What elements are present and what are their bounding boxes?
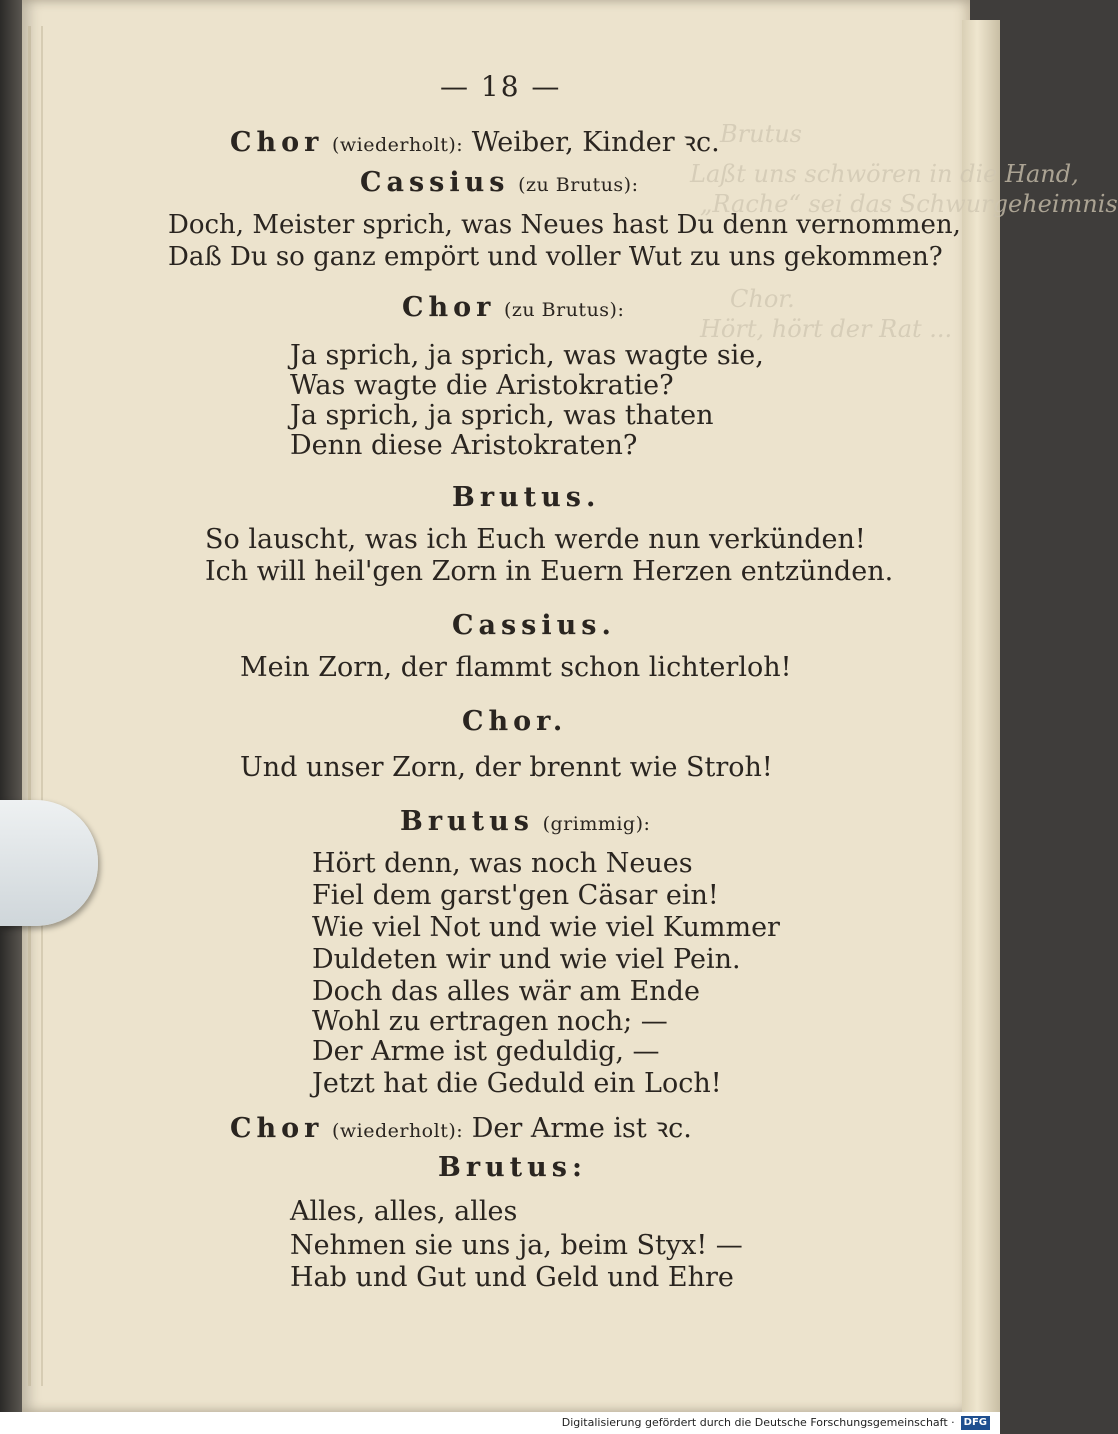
text-line: Jetzt hat die Geduld ein Loch! xyxy=(312,1068,722,1099)
speaker-name: Cassius. xyxy=(452,610,616,641)
text-line: Wie viel Not und wie viel Kummer xyxy=(312,912,780,943)
speaker-name: Chor xyxy=(402,292,496,323)
text-line: Ja sprich, ja sprich, was thaten xyxy=(290,400,714,431)
text-line xyxy=(230,122,720,159)
show-through-text: Brutus xyxy=(720,120,802,148)
text-line: Nehmen sie uns ja, beim Styx! — xyxy=(290,1230,743,1261)
text-line: Was wagte die Aristokratie? xyxy=(290,370,674,401)
dfg-logo: DFG xyxy=(961,1416,990,1430)
speaker-name: Chor xyxy=(230,127,324,158)
verse-text: Weiber, Kinder ꝛc. xyxy=(471,127,720,158)
text-line: Doch das alles wär am Ende xyxy=(312,976,700,1007)
verse-text: Der Arme ist ꝛc. xyxy=(471,1113,692,1144)
speaker-name: Brutus. xyxy=(452,482,601,513)
text-line: Alles, alles, alles xyxy=(290,1196,518,1227)
text-line: Denn diese Aristokraten? xyxy=(290,430,638,461)
stage-direction: (grimmig): xyxy=(542,813,651,835)
speaker-name: Chor. xyxy=(462,706,568,737)
text-line: Mein Zorn, der flammt schon lichterloh! xyxy=(240,652,792,683)
text-line: Der Arme ist geduldig, — xyxy=(312,1036,660,1067)
text-line: Hört denn, was noch Neues xyxy=(312,848,693,879)
text-line: Hab und Gut und Geld und Ehre xyxy=(290,1262,734,1293)
text-line xyxy=(360,167,639,198)
text-line: Wohl zu ertragen noch; — xyxy=(312,1006,668,1037)
page-number: — 18 — xyxy=(440,70,562,103)
show-through-text: Chor. xyxy=(730,285,795,313)
text-line xyxy=(402,292,624,323)
stage-direction: (zu Brutus): xyxy=(503,299,625,321)
speaker-name: Brutus: xyxy=(438,1152,587,1183)
text-line: Doch, Meister sprich, was Neues hast Du denn vernommen, xyxy=(168,210,961,240)
text-line: Ich will heil'gen Zorn in Euern Herzen entzünden. xyxy=(205,556,894,587)
text-line xyxy=(230,1108,692,1145)
text-line: Duldeten wir und wie viel Pein. xyxy=(312,944,741,975)
stage-direction: (wiederholt): xyxy=(331,134,464,156)
speaker-name: Brutus xyxy=(400,806,534,837)
text-line xyxy=(400,806,650,837)
digitization-footer xyxy=(0,1412,1000,1434)
show-through-text: Laßt uns schwören in die Hand, xyxy=(690,160,1079,188)
text-line: Daß Du so ganz empört und voller Wut zu uns gekommen? xyxy=(168,242,943,272)
footer-credit: Digitalisierung gefördert durch die Deutsche Forschungsgemeinschaft · xyxy=(561,1416,955,1429)
speaker-name: Cassius xyxy=(360,167,510,198)
text-line: Fiel dem garst'gen Cäsar ein! xyxy=(312,880,719,911)
text-line: Und unser Zorn, der brennt wie Stroh! xyxy=(240,752,773,783)
text-line: So lauscht, was ich Euch werde nun verkünden! xyxy=(205,524,866,555)
show-through-text: „Rache“ sei das Schwurgeheimnis xyxy=(700,190,1118,218)
show-through-text: Hört, hört der Rat ... xyxy=(700,315,953,343)
book-binding-edge xyxy=(0,0,22,1434)
next-page-edge xyxy=(962,20,1000,1412)
speaker-name: Chor xyxy=(230,1113,324,1144)
stage-direction: (wiederholt): xyxy=(331,1120,464,1142)
stage-direction: (zu Brutus): xyxy=(518,174,639,196)
text-line: Ja sprich, ja sprich, was wagte sie, xyxy=(290,340,764,371)
